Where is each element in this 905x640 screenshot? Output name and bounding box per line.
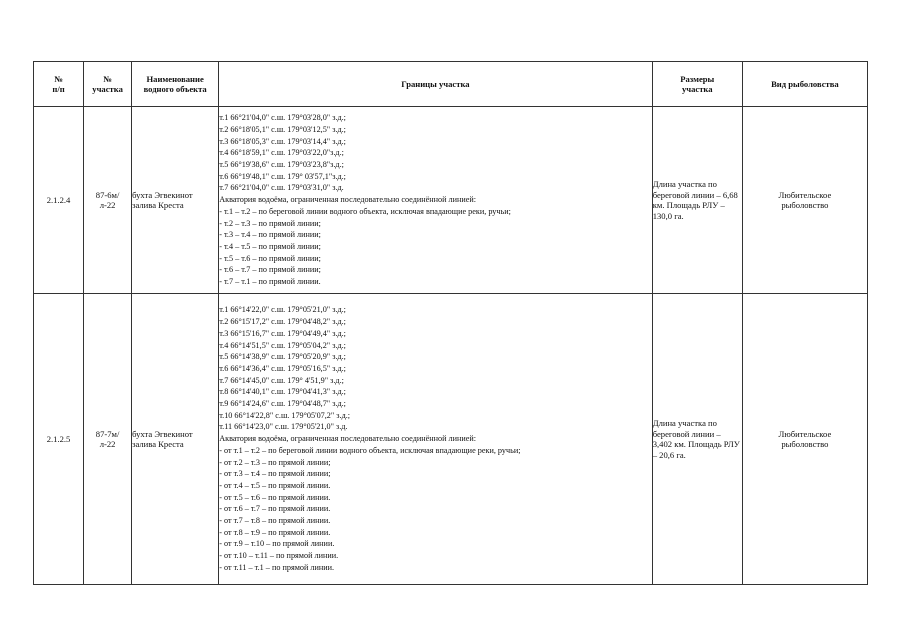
row-size: Длина участка по береговой линии – 6,68 км. Площадь РЛУ – 130,0 га.: [652, 107, 742, 294]
bounds-line: т.4 66°14'51,5" с.ш. 179°05'04,2" з.д.;: [219, 340, 346, 350]
bounds-line: т.7 66°21'04,0" с.ш. 179°03'31,0" з.д.: [219, 183, 344, 193]
header-fishing-kind: Вид рыболовства: [742, 62, 867, 107]
bounds-line: - т.5 – т.6 – по прямой линии;: [219, 253, 321, 263]
header-water-body: Наименование водного объекта: [132, 62, 219, 107]
bounds-line: т.10 66°14'22,8" с.ш. 179°05'07,2" з.д.;: [219, 410, 351, 420]
bounds-line: - от т.3 – т.4 – по прямой линии;: [219, 469, 331, 479]
row-section: 87-6м/л-22: [84, 107, 132, 294]
row-water-body: бухта Эгвекинот залива Креста: [132, 294, 219, 585]
row-fishing-kind: Любительское рыболовство: [742, 107, 867, 294]
bounds-line: - от т.9 – т.10 – по прямой линии.: [219, 539, 335, 549]
bounds-line: - от т.7 – т.8 – по прямой линии.: [219, 516, 331, 526]
header-np: № п/п: [34, 62, 84, 107]
row-section: 87-7м/л-22: [84, 294, 132, 585]
bounds-line: - от т.1 – т.2 – по береговой линии водного объекта, исключая впадающие реки, ручьи;: [219, 445, 521, 455]
bounds-line: - от т.11 – т.1 – по прямой линии.: [219, 562, 335, 572]
bounds-line: т.4 66°18'59,1" с.ш. 179°03'22,0"з.д.;: [219, 148, 344, 158]
bounds-line: Акватория водоёма, ограниченная последовательно соединённой линией:: [219, 434, 477, 444]
bounds-line: т.3 66°18'05,3" с.ш. 179°03'14,4" з.д.;: [219, 136, 346, 146]
table-header-row: [34, 62, 868, 107]
bounds-line: т.2 66°15'17,2" с.ш. 179°04'48,2" з.д.;: [219, 317, 346, 327]
bounds-line: Акватория водоёма, ограниченная последовательно соединённой линией:: [219, 195, 477, 205]
bounds-line: т.2 66°18'05,1" с.ш. 179°03'12,5" з.д.;: [219, 124, 346, 134]
bounds-line: - т.4 – т.5 – по прямой линии;: [219, 241, 321, 251]
bounds-line: - т.7 – т.1 – по прямой линии.: [219, 277, 321, 287]
bounds-line: - т.1 – т.2 – по береговой линии водного объекта, исключая впадающие реки, ручьи;: [219, 206, 511, 216]
bounds-line: т.6 66°14'36,4" с.ш. 179°05'16,5" з.д.;: [219, 363, 346, 373]
bounds-line: т.6 66°19'48,1" с.ш. 179° 03'57,1"з.д.;: [219, 171, 346, 181]
bounds-line: т.1 66°14'22,0" с.ш. 179°05'21,0" з.д.;: [219, 305, 346, 315]
header-bounds: Границы участка: [219, 62, 653, 107]
bounds-line: т.11 66°14'23,0" с.ш. 179°05'21,0" з.д.: [219, 422, 348, 432]
bounds-line: - от т.2 – т.3 – по прямой линии;: [219, 457, 331, 467]
bounds-line: т.5 66°19'38,6" с.ш. 179°03'23,8"з.д.;: [219, 160, 344, 170]
row-bounds: [219, 294, 653, 585]
bounds-line: т.7 66°14'45,0" с.ш. 179° 4'51,9" з.д.;: [219, 375, 344, 385]
bounds-line: - от т.5 – т.6 – по прямой линии.: [219, 492, 331, 502]
header-size: Размеры участка: [652, 62, 742, 107]
fishing-areas-table: [33, 61, 868, 585]
bounds-line: т.1 66°21'04,0" с.ш. 179°03'28,0" з.д.;: [219, 113, 346, 123]
row-np: 2.1.2.5: [34, 294, 84, 585]
bounds-line: - т.2 – т.3 – по прямой линии;: [219, 218, 321, 228]
bounds-line: т.5 66°14'38,9" с.ш. 179°05'20,9" з.д.;: [219, 352, 346, 362]
bounds-line: - от т.6 – т.7 – по прямой линии.: [219, 504, 331, 514]
row-np: 2.1.2.4: [34, 107, 84, 294]
row-fishing-kind: Любительское рыболовство: [742, 294, 867, 585]
row-size: Длина участка по береговой линии – 3,402 км. Площадь РЛУ – 20,6 га.: [652, 294, 742, 585]
table-row: [34, 294, 868, 585]
row-bounds: [219, 107, 653, 294]
header-section: № участка: [84, 62, 132, 107]
bounds-line: т.3 66°15'16,7" с.ш. 179°04'49,4" з.д.;: [219, 328, 346, 338]
bounds-line: - т.6 – т.7 – по прямой линии;: [219, 265, 321, 275]
row-water-body: бухта Эгвекинот залива Креста: [132, 107, 219, 294]
bounds-line: - от т.10 – т.11 – по прямой линии.: [219, 551, 339, 561]
table-row: [34, 107, 868, 294]
bounds-line: - от т.8 – т.9 – по прямой линии.: [219, 527, 331, 537]
bounds-line: т.8 66°14'40,1" с.ш. 179°04'41,3" з.д.;: [219, 387, 346, 397]
bounds-line: т.9 66°14'24,6" с.ш. 179°04'48,7" з.д.;: [219, 399, 346, 409]
bounds-line: - от т.4 – т.5 – по прямой линии.: [219, 480, 331, 490]
bounds-line: - т.3 – т.4 – по прямой линии;: [219, 230, 321, 240]
